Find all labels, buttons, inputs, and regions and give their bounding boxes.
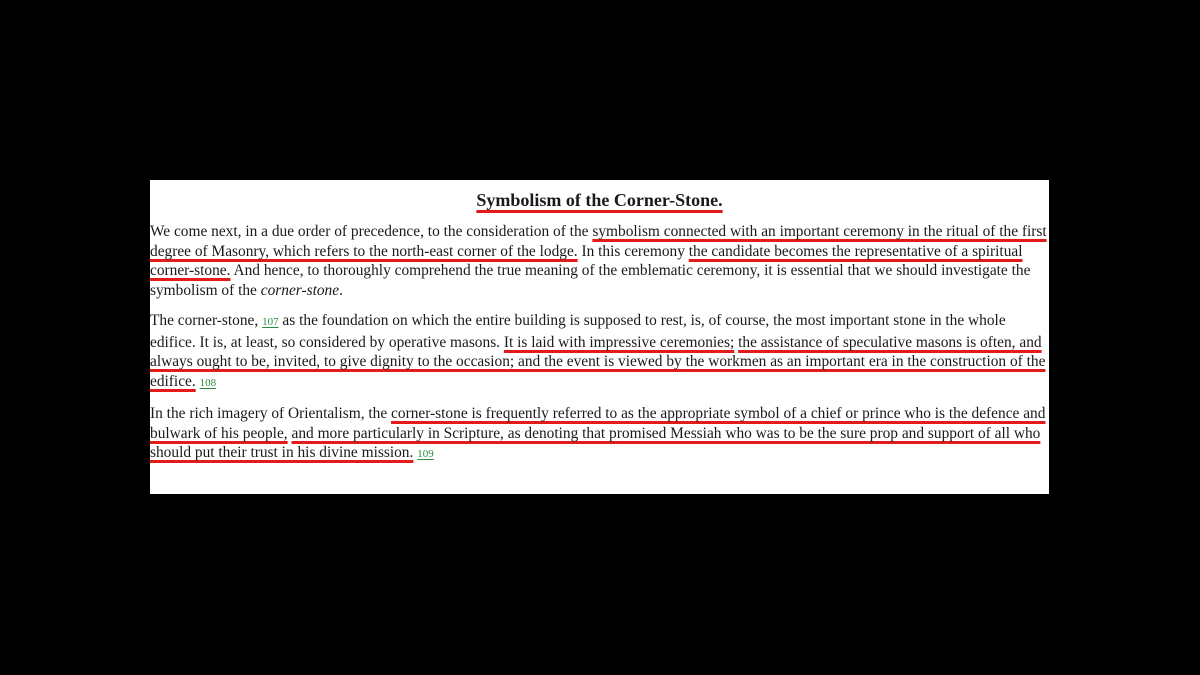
paragraph-1-text: In this ceremony — [577, 242, 689, 260]
paragraph-3-text: In the rich imagery of Orientalism, the — [150, 405, 392, 422]
paragraph-1-text: . — [339, 281, 343, 299]
paragraph-2 — [150, 311, 1049, 393]
highlight-underline: the candidate becomes the representative of a spiritual corner-stone. — [150, 242, 1023, 279]
document-title-text: Symbolism of the Corner-Stone. — [476, 190, 723, 210]
paragraph-3 — [150, 404, 1049, 465]
paragraph-2-text: as the foundation on which the entire building is supposed to rest, is, of course, the most important stone in the whole edifice. It is, at least, so considered by operative masons. — [150, 312, 1006, 351]
document-page — [150, 180, 1049, 494]
highlight-underline: symbolism connected with an important ceremony in the ritual of the first degree of Masonry, which refers to the north-east corner of the lodge. — [150, 223, 1047, 260]
paragraph-1-text: We come next, in a due order of precedence, to the consideration of the — [150, 223, 593, 240]
highlight-underline: It is laid with impressive ceremonies; — [503, 333, 735, 351]
highlight-underline: the assistance of speculative masons is often, and always ought to be, invited, to give dignity to the occasion; and the event is viewed by the workmen as an important era in the construction of the edifice. — [150, 333, 1046, 390]
highlight-underline: and more particularly in Scripture, as denoting that promised Messiah who was to be the sure prop and support of all who should put their trust in his divine mission. — [150, 424, 1041, 461]
paragraph-2-text: The corner-stone, — [150, 312, 263, 329]
emphasis-text: corner-stone — [260, 281, 340, 299]
footnote-link-107[interactable]: 107 — [262, 316, 279, 328]
footnote-link-109[interactable]: 109 — [417, 448, 434, 460]
paragraph-1 — [150, 222, 1049, 300]
paragraph-1-text: And hence, to thoroughly comprehend the true meaning of the emblematic ceremony, it is essential that we should investigate the symbolism of the — [150, 262, 1031, 299]
footnote-link-108[interactable]: 108 — [199, 376, 217, 389]
highlight-underline: corner-stone is frequently referred to as the appropriate symbol of a chief or prince who is the defence and bulwark of his people, — [150, 405, 1046, 442]
document-title — [150, 188, 1049, 212]
